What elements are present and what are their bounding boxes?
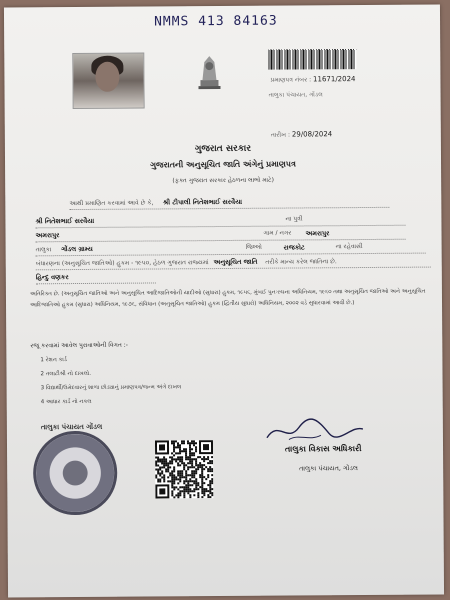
village-line: અમરાપુર ગામ / નગર અમરાપુર [36,229,406,243]
father-name: શ્રી નિતેશભાઈ સરવૈયા [35,216,95,226]
issuing-office-line: તાલુકા પંચાયત, ગોંડલ [268,91,323,99]
applicant-name: શ્રી ટીપાલી નિતેશભાઈ સરવૈયા [162,197,243,207]
legal-reference-paragraph: અતિરિક્ત છે. (અનુસૂચિત જાતિઓ અને અનુસૂચિત આદિજાતિઓની યાદીઓ (સુધારા) હુકમ, ૧૯૫૬, મુંબઈ પુનઃરચના અધિનિયમ, ૧૯૬૦ તથા અનુસૂચિત જાતિઓ અને અનુસૂચિત આદિજાતિઓ હુકમ (સુધારા) અધિનિયમ, ૧૯૭૬, સંવિધાન (અનુસૂચિત જાતિઓ) હુકમ (દ્વિતીય સુધારો) અધિનિયમ, ૨૦૦૨ વડે સુધારવામાં આવી છે.) [29,288,426,308]
state-emblem-icon [192,52,226,92]
government-title: ગુજરાત સરકાર [194,143,252,155]
office-seal [33,431,118,516]
certificate-page [4,4,444,597]
religion-line: હિન્દુ વણકર [36,272,156,284]
barcode [268,49,356,70]
seal-text: તાલુકા પંચાયત ગોંડલ [40,422,103,432]
attachment-item: 1 રેશન કાર્ડ [40,357,67,364]
attachments-heading: રજૂ કરવામાં આવેલ પુરાવાઓની વિગત :- [30,341,128,350]
signatory-office: તાલુકા પંચાયત, ગોંડલ [299,464,358,473]
signatory-title: તાલુકા વિકાસ અધિકારી [285,444,362,454]
caste-name: અનુસૂચિત જાતિ [213,257,258,267]
signature-scribble [259,415,369,446]
applicant-photo [72,53,144,110]
issue-date: તારીખ : 29/08/2024 [270,130,333,139]
taluka-district-line: તાલુકા ગોંડલ ગ્રામ્ય જિલ્લો રાજકોટ ના રહેવાસી [36,243,426,257]
handwritten-reference: NMMS 413 84163 [153,13,278,30]
father-line: શ્રી નિતેશભાઈ સરવૈયા ના પુત્રી [35,215,405,229]
certificate-subtitle: (ફક્ત ગુજરાત સરકાર હેઠળના લાભો માટે) [172,176,274,185]
attachment-item: 2 તલાટીશ્રી નો દાખલો. [40,370,91,378]
attachment-item: 4 આધાર કાર્ડ નો નકલ [40,398,92,406]
certificate-number: પ્રમાણપત્ર નંબર : 11671/2024 [270,75,356,84]
qr-code [155,440,213,498]
attachment-item: 3 વિદ્યાર્થી/ઉમેદવારનું શાળા છોડ્યાનું પ્રમાણપત્ર/જન્મ અંગે દાખલ [40,384,182,392]
caste-line: બંધારણના (અનુસૂચિત જાતિઓ) હુકમ - ૧૯૫૦, હેઠળ ગુજરાત રાજ્યમાં અનુસૂચિત જાતિ તરીકે માન્ય કરેલ જાતિના છે. [36,257,431,271]
intro-line: આથી પ્રમાણિત કરવામાં આવે છે કે, શ્રી ટીપાલી નિતેશભાઈ સરવૈયા [69,197,389,210]
certificate-title: ગુજરાતની અનુસૂચિત જાતિ અંગેનું પ્રમાણપત્ર [150,159,296,170]
